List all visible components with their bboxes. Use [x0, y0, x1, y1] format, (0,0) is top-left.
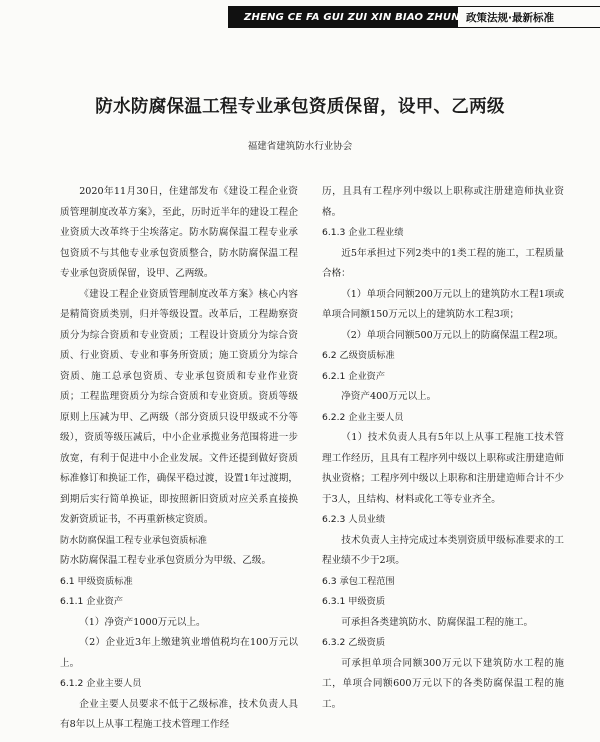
paragraph: （2）企业近3年上缴建筑业增值税均在100万元以上。: [60, 637, 298, 669]
section-heading: 6.3.2 乙级资质: [322, 637, 386, 648]
section-heading: 6.2.1 企业资产: [322, 370, 386, 382]
section-heading: 6.1.3 企业工程业绩: [322, 227, 404, 238]
paragraph: 防水防腐保温工程专业承包资质分为甲级、乙级。: [60, 555, 272, 566]
paragraph: 2020年11月30日，住建部发布《建设工程企业资质管理制度改革方案》，至此，历时近半年的建设工程企业资质大改革终于尘埃落定。防水防腐保温工程专业承包资质不与其他专业承包资质整合，防水防腐保温工程专业承包资质保留，设甲、乙两级。: [60, 186, 298, 279]
section-heading: 防水防腐保温工程专业承包资质标准: [60, 534, 207, 546]
paragraph: （2）单项合同额500万元以上的防腐保温工程2项。: [341, 329, 564, 341]
paragraph: 《建设工程企业资质管理制度改革方案》核心内容是精简资质类别，归并等级设置。改革后，工程勘察资质分为综合资质和专业资质；工程设计资质分为综合资质、行业资质、专业和事务所资质；施工资质分为综合资质、施工总承包资质、专业承包资质和专业作业资质；工程监理资质分为综合资质和专业资质。资质等级原则上压减为甲、乙两级（部分资质只设甲级或不分等级），资质等级压减后，中小企业承揽业务范围将进一步放宽，有利于促进中小企业发展。文件还提到做好资质标准修订和换证工作，确保平稳过渡，设置1年过渡期，到期后实行简单换证，即按照新旧资质对应关系直接换发新资质证书，不再重新核定资质。: [60, 288, 298, 525]
paragraph: 净资产400万元以上。: [341, 391, 437, 402]
paragraph: 可承担单项合同额300万元以下建筑防水工程的施工，单项合同额600万元以下的各类防腐保温工程的施工。: [322, 657, 564, 710]
section-heading: 6.1.1 企业资产: [60, 596, 124, 607]
section-heading: 6.2 乙级资质标准: [322, 350, 395, 361]
header-english-label: ZHENG CE FA GUI ZUI XIN BIAO ZHUN: [228, 6, 458, 28]
section-heading: 6.1 甲级资质标准: [60, 575, 133, 587]
paragraph: 企业主要人员要求不低于乙级标准，技术负责人具有8年以上从事工程施工技术管理工作经: [60, 698, 298, 730]
article-author: 福建省建筑防水行业协会: [247, 141, 353, 152]
paragraph: （1）技术负责人具有5年以上从事工程施工技术管理工作经历，且具有工程序列中级以上职称或注册建造师执业资格；工程序列中级以上职称和注册建造师合计不少于3人，且结构、材料或化工等专业齐全。: [322, 432, 564, 505]
section-heading: 6.1.2 企业主要人员: [60, 678, 142, 689]
paragraph: （1）单项合同额200万元以上的建筑防水工程1项或单项合同额150万元以上的建筑防水工程3项；: [322, 288, 564, 320]
left-column: [60, 182, 298, 736]
paragraph: 近5年承担过下列2类中的1类工程的施工，工程质量合格：: [322, 247, 564, 279]
paragraph: （1）净资产1000万元以上。: [79, 616, 206, 628]
section-heading: 6.3 承包工程范围: [322, 575, 395, 587]
section-heading: 6.2.2 企业主要人员: [322, 411, 404, 423]
paragraph: 技术负责人主持完成过本类别资质甲级标准要求的工程业绩不少于2项。: [322, 534, 564, 566]
right-column: [322, 182, 564, 715]
section-heading: 6.2.3 人员业绩: [322, 514, 386, 525]
page-header: [228, 6, 600, 28]
article-title: 防水防腐保温工程专业承包资质保留，设甲、乙两级: [95, 97, 505, 117]
paragraph: 可承担各类建筑防水、防腐保温工程的施工。: [341, 616, 534, 628]
paragraph: 历，且具有工程序列中级以上职称或注册建造师执业资格。: [322, 186, 564, 218]
section-heading: 6.3.1 甲级资质: [322, 596, 386, 607]
header-section-label: 政策法规·最新标准: [458, 6, 600, 28]
